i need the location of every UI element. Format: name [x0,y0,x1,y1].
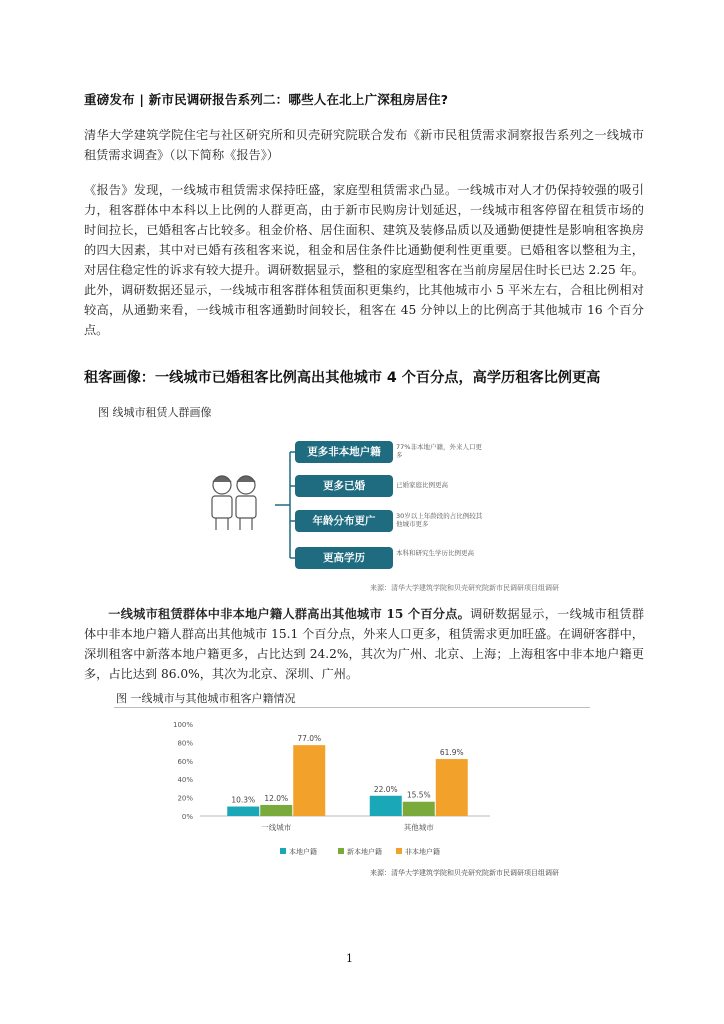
page-number: 1 [346,952,353,965]
label-higher-education: 更高学历 [295,547,393,569]
x-category-label: 一线城市 [261,823,292,832]
intro-paragraph: 清华大学建筑学院住宅与社区研究所和贝壳研究院联合发布《新市民租赁需求洞察报告系列之一线城市租赁需求调查》（以下简称《报告》） [84,128,644,162]
label-more-married: 更多已婚 [295,475,393,497]
note-higher-education: 本科和研究生学历比例更高 [396,549,474,557]
legend-swatch [396,848,402,854]
bar-value-label: 61.9% [439,748,464,758]
bar-value-label: 22.0% [373,784,398,794]
hukou-detail-text: 调研数据显示，一线城市租赁群体中非本地户籍人群高出其他城市 15.1 个百分点，外来人口更多，租赁需求更加旺盛。在调研客群中，深圳租客中新落本地户籍更多，占比达到 24.2%，其次为广州、北京、上海；上海租客中非本地户籍更多，占比达到 86.0%，其次为北京、深圳、广州。 [84,607,645,681]
legend-label: 非本地户籍 [405,848,440,856]
bar [370,796,402,816]
bar-value-label: 12.0% [264,793,289,803]
figure2-caption: 图 一线城市与其他城市租客户籍情况 [116,692,296,705]
figure1-source: 来源：清华大学建筑学院和贝壳研究院新市民调研项目组调研 [370,584,559,592]
bar [227,807,259,816]
figure1-caption: 图 线城市租赁人群画像 [98,406,212,419]
note-non-local-hukou: 77%非本地户籍，外来人口更多 [396,443,482,459]
article-title: 重磅发布 | 新市民调研报告系列二：哪些人在北上广深租房居住? [84,92,449,107]
y-tick-label: 40% [177,776,193,785]
legend-swatch [338,848,344,854]
figure2-top-rule [114,707,590,708]
renter-portrait-figure [180,430,600,580]
bar-value-label: 15.5% [406,790,431,800]
y-tick-label: 0% [181,813,193,821]
figure2-source: 来源：清华大学建筑学院和贝壳研究院新市民调研项目组调研 [370,869,559,877]
y-tick-label: 60% [177,757,193,766]
note-wider-age: 30岁以上年龄段的占比例较其他城市更多 [396,512,483,528]
y-tick-label: 80% [177,739,193,748]
bar [260,805,292,816]
bar [436,759,468,816]
note-more-married: 已婚家庭比例更高 [396,481,448,489]
section-heading: 租客画像：一线城市已婚租客比例高出其他城市 4 个百分点，高学历租客比例更高 [84,370,601,386]
y-tick-label: 20% [177,794,193,803]
label-non-local-hukou: 更多非本地户籍 [295,441,393,463]
legend-swatch [280,848,286,854]
main-paragraph: 《报告》发现，一线城市租赁需求保持旺盛，家庭型租赁需求凸显。一线城市对人才仍保持较强的吸引力，租客群体中本科以上比例的人群更高，由于新市民购房计划延迟，一线城市租客停留在租赁市场的时间拉长，已婚租客占比较多。租金价格、居住面积、建筑及装修品质以及通勤便捷性是影响租客换房的四大因素，其中对已婚有孩租客来说，租金和居住条件比通勤便利性更重要。已婚租客以整租为主，对居住稳定性的诉求有较大提升。调研数据显示，整租的家庭型租客在当前房屋居住时长已达 2.25 年。此外，调研数据还显示，一线城市租客群体租赁面积更集约，比其他城市小 5 平米左右，合租比例相对较高，从通勤来看，一线城市租客通勤时间较长，租客在 45 分钟以上的比例高于其他城市 16 个百分点。 [84,183,644,337]
label-wider-age: 年龄分布更广 [295,510,393,532]
bar [293,745,325,816]
legend-label: 本地户籍 [289,848,317,856]
bar-value-label: 77.0% [297,734,322,744]
hukou-paragraph [84,604,644,684]
bar [403,802,435,816]
x-category-label: 其他城市 [403,823,434,832]
legend-label: 新本地户籍 [347,848,382,856]
bar-value-label: 10.3% [231,795,256,805]
hukou-lead-sentence: 一线城市租赁群体中非本地户籍人群高出其他城市 15 个百分点。 [108,607,471,621]
y-tick-label: 100% [172,721,193,729]
hukou-bar-chart [160,712,590,872]
